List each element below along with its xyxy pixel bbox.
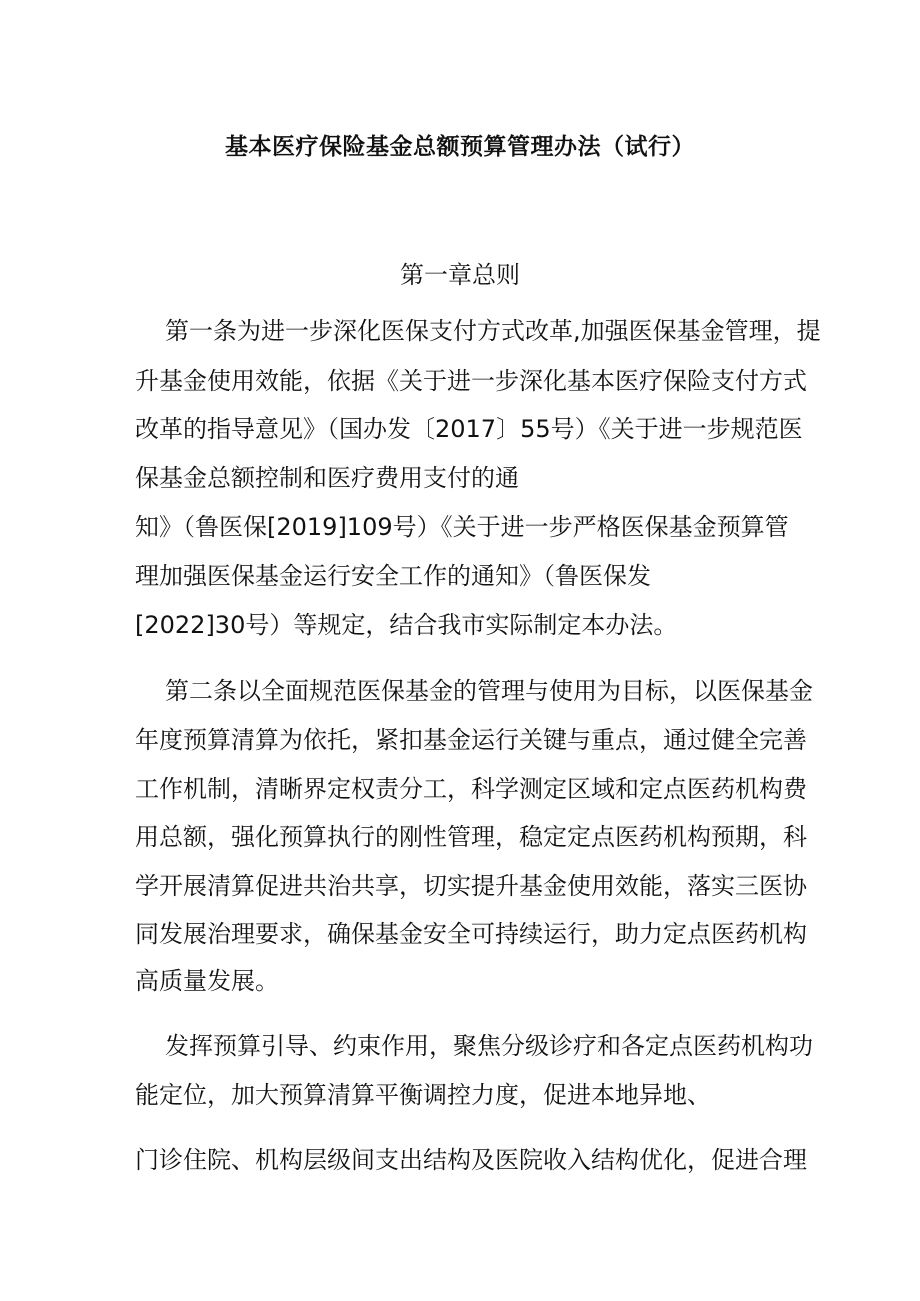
article1-line-7: [2022]30号）等规定，结合我市实际制定本办法。 xyxy=(135,611,678,639)
article2-line-6: 同发展治理要求，确保基金安全可持续运行，助力定点医药机构 xyxy=(135,920,807,948)
paragraph3-line-2: 能定位，加大预算清算平衡调控力度，促进本地异地、 xyxy=(135,1081,711,1109)
article2-line-1: 第二条以全面规范医保基金的管理与使用为目标，以医保基金 xyxy=(165,677,813,705)
article2-line-4: 用总额，强化预算执行的刚性管理，稳定定点医药机构预期，科 xyxy=(135,823,807,851)
paragraph3-line-1: 发挥预算引导、约束作用，聚焦分级诊疗和各定点医药机构功 xyxy=(165,1032,813,1060)
article1-line-2: 升基金使用效能，依据《关于进一步深化基本医疗保险支付方式 xyxy=(135,367,807,395)
article1-line-5: 知》（鲁医保[2019]109号）《关于进一步严格医保基金预算管 xyxy=(135,513,789,541)
article2-line-7: 高质量发展。 xyxy=(135,967,279,995)
paragraph3-line-3: 门诊住院、机构层级间支出结构及医院收入结构优化，促进合理 xyxy=(135,1146,807,1174)
article1-line-1: 第一条为进一步深化医保支付方式改革,加强医保基金管理，提 xyxy=(165,317,821,345)
document-title: 基本医疗保险基金总额预算管理办法（试行） xyxy=(225,134,695,160)
article2-line-5: 学开展清算促进共治共享，切实提升基金使用效能，落实三医协 xyxy=(135,872,807,900)
article2-line-3: 工作机制，清晰界定权责分工，科学测定区域和定点医药机构费 xyxy=(135,775,807,803)
article2-line-2: 年度预算清算为依托，紧扣基金运行关键与重点，通过健全完善 xyxy=(135,726,807,754)
article1-line-6: 理加强医保基金运行安全工作的通知》（鲁医保发 xyxy=(135,562,651,590)
article1-line-3: 改革的指导意见》（国办发〔2017〕55号）《关于进一步规范医 xyxy=(135,415,803,443)
article1-line-4: 保基金总额控制和医疗费用支付的通 xyxy=(135,464,519,492)
chapter-heading: 第一章总则 xyxy=(400,261,520,289)
